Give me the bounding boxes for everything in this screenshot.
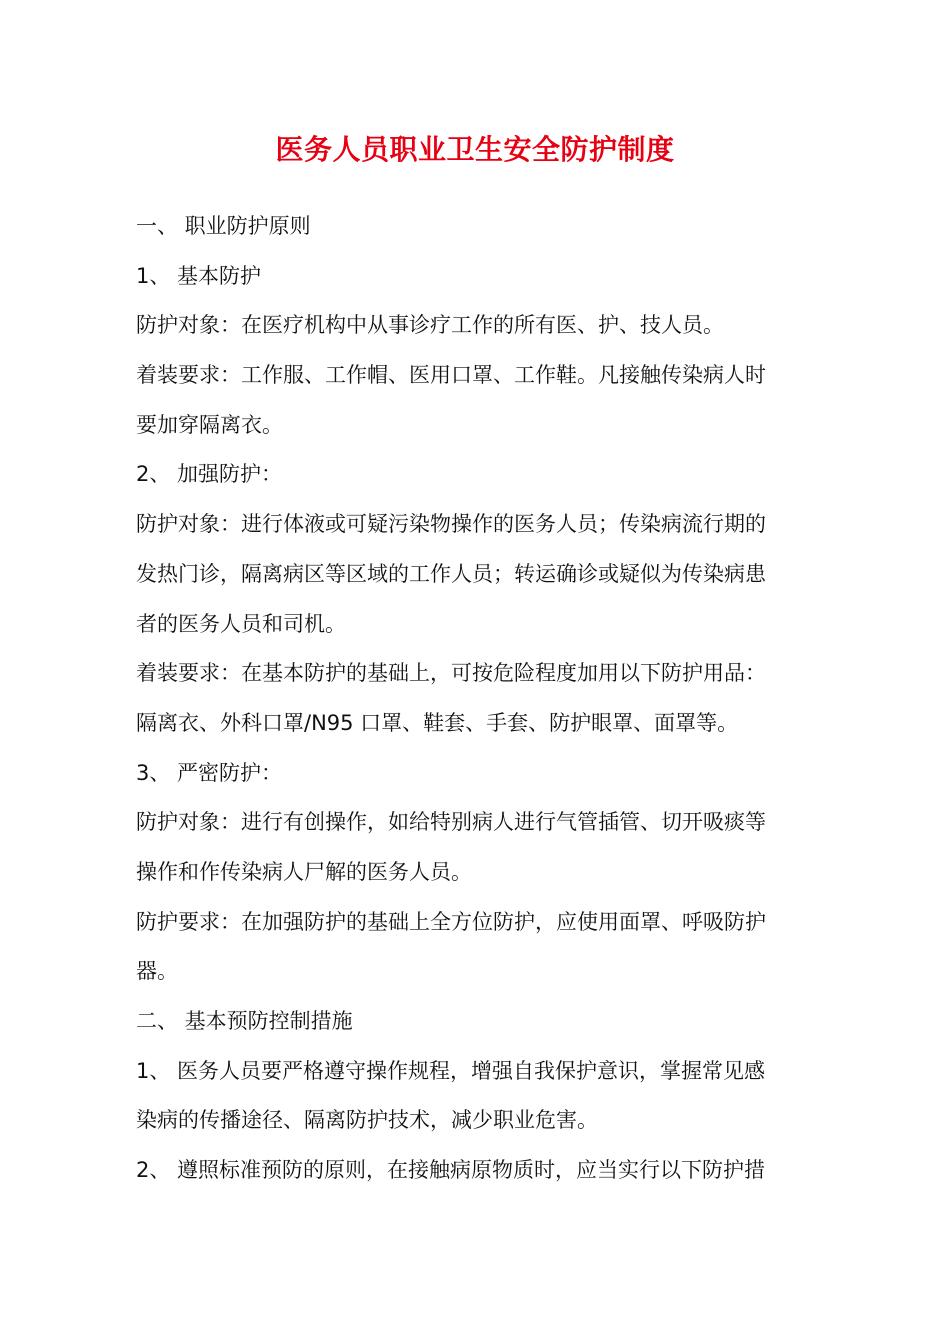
paragraph-line: 着装要求：在基本防护的基础上，可按危险程度加用以下防护用品： [136, 661, 766, 686]
paragraph-line: 防护要求：在加强防护的基础上全方位防护，应使用面罩、呼吸防护 [136, 909, 766, 934]
paragraph-line: 2、 遵照标准预防的原则，在接触病原物质时，应当实行以下防护措 [136, 1158, 766, 1183]
paragraph-line: 发热门诊，隔离病区等区域的工作人员；转运确诊或疑似为传染病患 [136, 561, 766, 586]
section-heading: 二、 基本预防控制措施 [136, 1009, 353, 1033]
section-heading: 一、 职业防护原则 [136, 214, 311, 238]
subsection-heading: 1、 基本防护 [136, 263, 262, 288]
document-title: 医务人员职业卫生安全防护制度 [275, 133, 675, 166]
paragraph-line: 操作和作传染病人尸解的医务人员。 [136, 859, 472, 884]
paragraph-line: 防护对象：进行体液或可疑污染物操作的医务人员；传染病流行期的 [136, 512, 766, 537]
paragraph-line: 1、 医务人员要严格遵守操作规程，增强自我保护意识，掌握常见感 [136, 1058, 766, 1083]
paragraph-line: 隔离衣、外科口罩/N95 口罩、鞋套、手套、防护眼罩、面罩等。 [136, 710, 739, 735]
paragraph-line: 要加穿隔离衣。 [136, 412, 283, 437]
paragraph-line: 防护对象：进行有创操作，如给特别病人进行气管插管、切开吸痰等 [136, 810, 766, 835]
document-body [136, 202, 816, 1196]
paragraph-line: 者的医务人员和司机。 [136, 611, 346, 636]
subsection-heading: 3、 严密防护： [136, 760, 283, 785]
paragraph-line: 器。 [136, 959, 178, 984]
paragraph-line: 防护对象：在医疗机构中从事诊疗工作的所有医、护、技人员。 [136, 313, 724, 338]
subsection-heading: 2、 加强防护： [136, 462, 283, 487]
paragraph-line: 染病的传播途径、隔离防护技术，减少职业危害。 [136, 1108, 598, 1133]
paragraph-line: 着装要求：工作服、工作帽、医用口罩、工作鞋。凡接触传染病人时 [136, 363, 766, 388]
